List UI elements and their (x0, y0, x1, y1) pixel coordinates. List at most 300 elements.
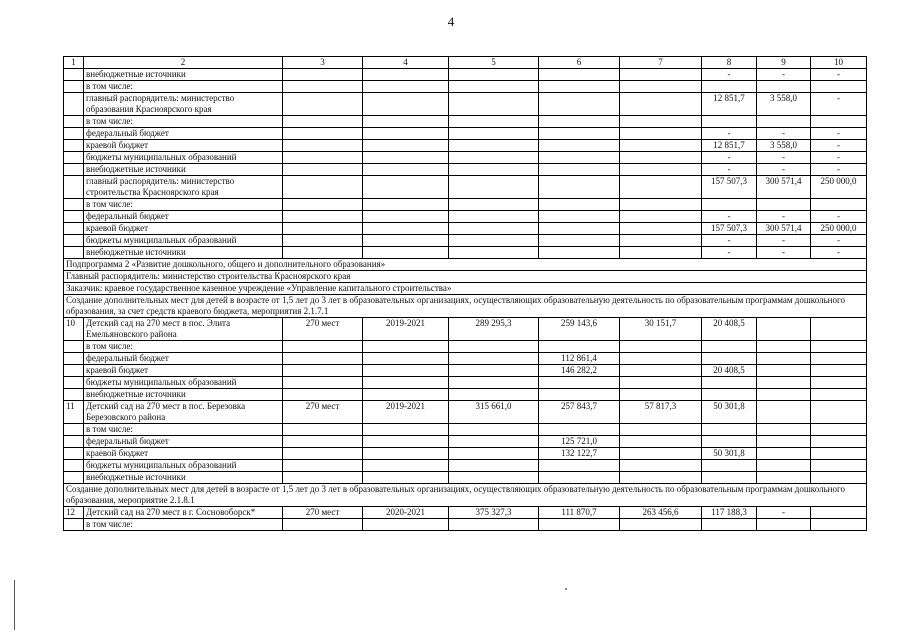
remaining-cell (620, 223, 702, 235)
table-row (64, 247, 867, 259)
year1-cell (702, 341, 757, 353)
page-number: 4 (447, 14, 455, 29)
cost-cell (449, 140, 539, 152)
remaining-cell (620, 81, 702, 93)
capacity-cell (283, 116, 363, 128)
table-row (64, 436, 867, 448)
spent-cell (539, 93, 620, 116)
year1-cell (702, 436, 757, 448)
header-cell: 10 (811, 57, 867, 69)
capacity-cell: 270 мест (283, 318, 363, 341)
row-number-cell (64, 424, 84, 436)
remaining-cell (620, 389, 702, 401)
year2-cell: - (757, 128, 811, 140)
period-cell (363, 436, 449, 448)
remaining-cell (620, 235, 702, 247)
remaining-cell (620, 93, 702, 116)
year2-cell (757, 472, 811, 484)
year3-cell: - (811, 69, 867, 81)
year3-cell: - (811, 128, 867, 140)
period-cell (363, 247, 449, 259)
cost-cell (449, 460, 539, 472)
cost-cell (449, 81, 539, 93)
spent-cell (539, 235, 620, 247)
remaining-cell (620, 353, 702, 365)
period-cell (363, 424, 449, 436)
year2-cell (757, 377, 811, 389)
name-cell: бюджеты муниципальных образований (84, 377, 283, 389)
header-cell: 8 (702, 57, 757, 69)
year3-cell: - (811, 140, 867, 152)
period-cell: 2019-2021 (363, 318, 449, 341)
remaining-cell (620, 199, 702, 211)
cost-cell (449, 199, 539, 211)
year2-cell (757, 448, 811, 460)
row-number-cell (64, 365, 84, 377)
capacity-cell (283, 247, 363, 259)
cost-cell (449, 436, 539, 448)
capacity-cell (283, 69, 363, 81)
spent-cell (539, 223, 620, 235)
cost-cell (449, 93, 539, 116)
year1-cell (702, 116, 757, 128)
capacity-cell (283, 424, 363, 436)
year3-cell (811, 436, 867, 448)
cost-cell (449, 223, 539, 235)
row-number-cell (64, 389, 84, 401)
table-row (64, 140, 867, 152)
period-cell (363, 519, 449, 531)
table-row (64, 176, 867, 199)
capacity-cell (283, 235, 363, 247)
row-number-cell (64, 377, 84, 389)
table-row (64, 365, 867, 377)
section-row (64, 484, 867, 507)
year1-cell (702, 472, 757, 484)
year2-cell: 300 571,4 (757, 223, 811, 235)
name-cell: краевой бюджет (84, 365, 283, 377)
capacity-cell (283, 81, 363, 93)
section-row (64, 259, 867, 271)
year3-cell (811, 448, 867, 460)
name-cell: главный распорядитель: министерство строительства Красноярского края (84, 176, 283, 199)
row-number-cell: 11 (64, 401, 84, 424)
period-cell (363, 164, 449, 176)
name-cell: федеральный бюджет (84, 353, 283, 365)
row-number-cell (64, 199, 84, 211)
row-number-cell (64, 247, 84, 259)
period-cell (363, 389, 449, 401)
year2-cell (757, 519, 811, 531)
year3-cell (811, 507, 867, 519)
year1-cell: 20 408,5 (702, 365, 757, 377)
period-cell: 2020-2021 (363, 507, 449, 519)
year3-cell: - (811, 152, 867, 164)
year1-cell (702, 199, 757, 211)
table-row (64, 389, 867, 401)
spent-cell (539, 519, 620, 531)
row-number-cell (64, 448, 84, 460)
row-number-cell (64, 211, 84, 223)
remaining-cell: 30 151,7 (620, 318, 702, 341)
header-cell: 2 (84, 57, 283, 69)
year1-cell: 157 507,3 (702, 176, 757, 199)
period-cell (363, 176, 449, 199)
table-row (64, 341, 867, 353)
section-text: Главный распорядитель: министерство строительства Красноярского края (64, 271, 867, 283)
cost-cell (449, 128, 539, 140)
spent-cell (539, 164, 620, 176)
period-cell (363, 472, 449, 484)
year3-cell: - (811, 247, 867, 259)
year2-cell (757, 199, 811, 211)
year3-cell (811, 472, 867, 484)
name-cell: в том числе: (84, 199, 283, 211)
year2-cell (757, 436, 811, 448)
row-number-cell (64, 69, 84, 81)
year3-cell (811, 116, 867, 128)
table-row (64, 199, 867, 211)
remaining-cell (620, 116, 702, 128)
year3-cell (811, 365, 867, 377)
spent-cell (539, 128, 620, 140)
row-number-cell (64, 152, 84, 164)
name-cell: бюджеты муниципальных образований (84, 460, 283, 472)
row-number-cell (64, 93, 84, 116)
remaining-cell: 57 817,3 (620, 401, 702, 424)
year1-cell (702, 81, 757, 93)
capacity-cell (283, 389, 363, 401)
row-number-cell (64, 353, 84, 365)
remaining-cell (620, 424, 702, 436)
section-text: Создание дополнительных мест для детей в возрасте от 1,5 лет до 3 лет в образовательных организациях, осуществляющих образовательную деятельность по образовательным программам дошкольного образования, за счет средств краевого бюджета, мероприятия 2.1.7.1 (64, 295, 867, 318)
year2-cell: 300 571,4 (757, 176, 811, 199)
table-row (64, 507, 867, 519)
remaining-cell (620, 377, 702, 389)
cost-cell (449, 448, 539, 460)
capacity-cell: 270 мест (283, 507, 363, 519)
cost-cell (449, 472, 539, 484)
name-cell: федеральный бюджет (84, 436, 283, 448)
period-cell (363, 128, 449, 140)
year2-cell: - (757, 164, 811, 176)
year2-cell: - (757, 211, 811, 223)
capacity-cell (283, 519, 363, 531)
year3-cell (811, 318, 867, 341)
header-cell: 6 (539, 57, 620, 69)
table-row (64, 460, 867, 472)
remaining-cell (620, 140, 702, 152)
period-cell (363, 69, 449, 81)
capacity-cell (283, 128, 363, 140)
period-cell (363, 199, 449, 211)
remaining-cell (620, 176, 702, 199)
year2-cell (757, 318, 811, 341)
period-cell (363, 460, 449, 472)
year2-cell: - (757, 247, 811, 259)
remaining-cell (620, 460, 702, 472)
year1-cell: 50 301,8 (702, 448, 757, 460)
year1-cell: 157 507,3 (702, 223, 757, 235)
period-cell (363, 140, 449, 152)
year3-cell: - (811, 235, 867, 247)
table-row (64, 164, 867, 176)
table-row (64, 223, 867, 235)
capacity-cell (283, 223, 363, 235)
spent-cell: 112 861,4 (539, 353, 620, 365)
table-row (64, 116, 867, 128)
year1-cell (702, 389, 757, 401)
cost-cell (449, 377, 539, 389)
table-row (64, 448, 867, 460)
cost-cell (449, 247, 539, 259)
row-number-cell (64, 341, 84, 353)
year1-cell: 20 408,5 (702, 318, 757, 341)
period-cell (363, 448, 449, 460)
spent-cell (539, 211, 620, 223)
header-cell: 1 (64, 57, 84, 69)
year3-cell: - (811, 93, 867, 116)
name-cell: бюджеты муниципальных образований (84, 235, 283, 247)
row-number-cell (64, 223, 84, 235)
row-number-cell (64, 460, 84, 472)
year2-cell: 3 558,0 (757, 140, 811, 152)
cost-cell (449, 519, 539, 531)
spent-cell (539, 116, 620, 128)
period-cell (363, 377, 449, 389)
year1-cell (702, 424, 757, 436)
name-cell: бюджеты муниципальных образований (84, 152, 283, 164)
spent-cell: 259 143,6 (539, 318, 620, 341)
period-cell (363, 116, 449, 128)
period-cell (363, 93, 449, 116)
name-cell: внебюджетные источники (84, 69, 283, 81)
cost-cell (449, 176, 539, 199)
name-cell: краевой бюджет (84, 223, 283, 235)
section-text: Подпрограмма 2 «Развитие дошкольного, общего и дополнительного образования» (64, 259, 867, 271)
period-cell (363, 341, 449, 353)
name-cell: внебюджетные источники (84, 247, 283, 259)
year3-cell (811, 199, 867, 211)
row-number-cell (64, 81, 84, 93)
cost-cell: 315 661,0 (449, 401, 539, 424)
year1-cell: 50 301,8 (702, 401, 757, 424)
capacity-cell (283, 365, 363, 377)
remaining-cell (620, 472, 702, 484)
cost-cell (449, 211, 539, 223)
name-cell: краевой бюджет (84, 140, 283, 152)
capacity-cell (283, 199, 363, 211)
row-number-cell (64, 436, 84, 448)
row-number-cell (64, 472, 84, 484)
year3-cell (811, 460, 867, 472)
period-cell (363, 81, 449, 93)
spent-cell (539, 140, 620, 152)
year3-cell: 250 000,0 (811, 176, 867, 199)
cost-cell (449, 389, 539, 401)
row-number-cell (64, 128, 84, 140)
period-cell (363, 353, 449, 365)
remaining-cell (620, 365, 702, 377)
year1-cell: - (702, 128, 757, 140)
remaining-cell (620, 448, 702, 460)
name-cell: внебюджетные источники (84, 472, 283, 484)
name-cell: Детский сад на 270 мест в пос. Элита Емельяновского района (84, 318, 283, 341)
cost-cell (449, 235, 539, 247)
spent-cell (539, 152, 620, 164)
section-text: Заказчик: краевое государственное казенное учреждение «Управление капитального строительства» (64, 283, 867, 295)
year2-cell: - (757, 152, 811, 164)
spent-cell: 257 843,7 (539, 401, 620, 424)
remaining-cell (620, 247, 702, 259)
year2-cell: - (757, 507, 811, 519)
year3-cell (811, 401, 867, 424)
name-cell: Детский сад на 270 мест в пос. Березовка Березовского района (84, 401, 283, 424)
year1-cell (702, 377, 757, 389)
year3-cell (811, 424, 867, 436)
capacity-cell (283, 164, 363, 176)
spent-cell (539, 472, 620, 484)
name-cell: главный распорядитель: министерство образования Красноярского края (84, 93, 283, 116)
table-row (64, 81, 867, 93)
header-cell: 3 (283, 57, 363, 69)
remaining-cell (620, 69, 702, 81)
capacity-cell (283, 140, 363, 152)
table-row (64, 377, 867, 389)
year2-cell (757, 389, 811, 401)
year2-cell: - (757, 69, 811, 81)
spent-cell (539, 377, 620, 389)
name-cell: в том числе: (84, 341, 283, 353)
cost-cell (449, 116, 539, 128)
capacity-cell (283, 448, 363, 460)
cost-cell (449, 353, 539, 365)
section-text: Создание дополнительных мест для детей в возрасте от 1,5 лет до 3 лет в образовательных организациях, осуществляющих образовательную деятельность по образовательным программам дошкольного образования, мероприятие 2.1.8.1 (64, 484, 867, 507)
table-body (64, 57, 867, 531)
capacity-cell (283, 377, 363, 389)
scan-speck (565, 588, 567, 590)
year3-cell (811, 353, 867, 365)
row-number-cell (64, 116, 84, 128)
table-row (64, 472, 867, 484)
table-row (64, 401, 867, 424)
header-cell: 4 (363, 57, 449, 69)
cost-cell (449, 152, 539, 164)
cost-cell (449, 164, 539, 176)
table-row (64, 128, 867, 140)
table-row (64, 152, 867, 164)
cost-cell (449, 69, 539, 81)
section-row (64, 283, 867, 295)
table-row (64, 235, 867, 247)
year1-cell (702, 460, 757, 472)
spent-cell (539, 460, 620, 472)
capacity-cell (283, 436, 363, 448)
spent-cell (539, 176, 620, 199)
year3-cell (811, 377, 867, 389)
spent-cell (539, 69, 620, 81)
section-row (64, 295, 867, 318)
spent-cell (539, 424, 620, 436)
year2-cell (757, 460, 811, 472)
remaining-cell (620, 128, 702, 140)
name-cell: внебюджетные источники (84, 164, 283, 176)
header-cell: 9 (757, 57, 811, 69)
capacity-cell (283, 176, 363, 199)
name-cell: в том числе: (84, 116, 283, 128)
year1-cell: - (702, 164, 757, 176)
year3-cell: 250 000,0 (811, 223, 867, 235)
table-row (64, 93, 867, 116)
cost-cell: 375 327,3 (449, 507, 539, 519)
spent-cell (539, 389, 620, 401)
row-number-cell (64, 140, 84, 152)
remaining-cell (620, 341, 702, 353)
year1-cell: - (702, 69, 757, 81)
year2-cell (757, 116, 811, 128)
year1-cell (702, 519, 757, 531)
name-cell: внебюджетные источники (84, 389, 283, 401)
year2-cell (757, 81, 811, 93)
remaining-cell (620, 436, 702, 448)
table-row (64, 424, 867, 436)
capacity-cell (283, 211, 363, 223)
name-cell: федеральный бюджет (84, 128, 283, 140)
period-cell (363, 152, 449, 164)
spent-cell: 132 122,7 (539, 448, 620, 460)
cost-cell: 289 295,3 (449, 318, 539, 341)
year3-cell (811, 389, 867, 401)
year2-cell (757, 341, 811, 353)
year3-cell: - (811, 164, 867, 176)
year1-cell: - (702, 152, 757, 164)
year2-cell (757, 424, 811, 436)
year2-cell: - (757, 235, 811, 247)
section-row (64, 271, 867, 283)
table-row (64, 353, 867, 365)
name-cell: краевой бюджет (84, 448, 283, 460)
spent-cell (539, 341, 620, 353)
year3-cell (811, 519, 867, 531)
year1-cell: - (702, 211, 757, 223)
year1-cell: - (702, 235, 757, 247)
capacity-cell (283, 152, 363, 164)
row-number-cell (64, 164, 84, 176)
spent-cell: 111 870,7 (539, 507, 620, 519)
header-row (64, 57, 867, 69)
capacity-cell (283, 472, 363, 484)
cost-cell (449, 341, 539, 353)
scan-edge-mark (14, 580, 15, 630)
table-row (64, 211, 867, 223)
year2-cell (757, 353, 811, 365)
name-cell: в том числе: (84, 424, 283, 436)
year3-cell (811, 341, 867, 353)
year2-cell (757, 365, 811, 377)
header-cell: 5 (449, 57, 539, 69)
spent-cell (539, 199, 620, 211)
table-row (64, 519, 867, 531)
row-number-cell (64, 235, 84, 247)
name-cell: в том числе: (84, 81, 283, 93)
spent-cell (539, 247, 620, 259)
period-cell (363, 365, 449, 377)
year1-cell: 117 188,3 (702, 507, 757, 519)
year2-cell: 3 558,0 (757, 93, 811, 116)
table-row (64, 318, 867, 341)
name-cell: федеральный бюджет (84, 211, 283, 223)
header-cell: 7 (620, 57, 702, 69)
